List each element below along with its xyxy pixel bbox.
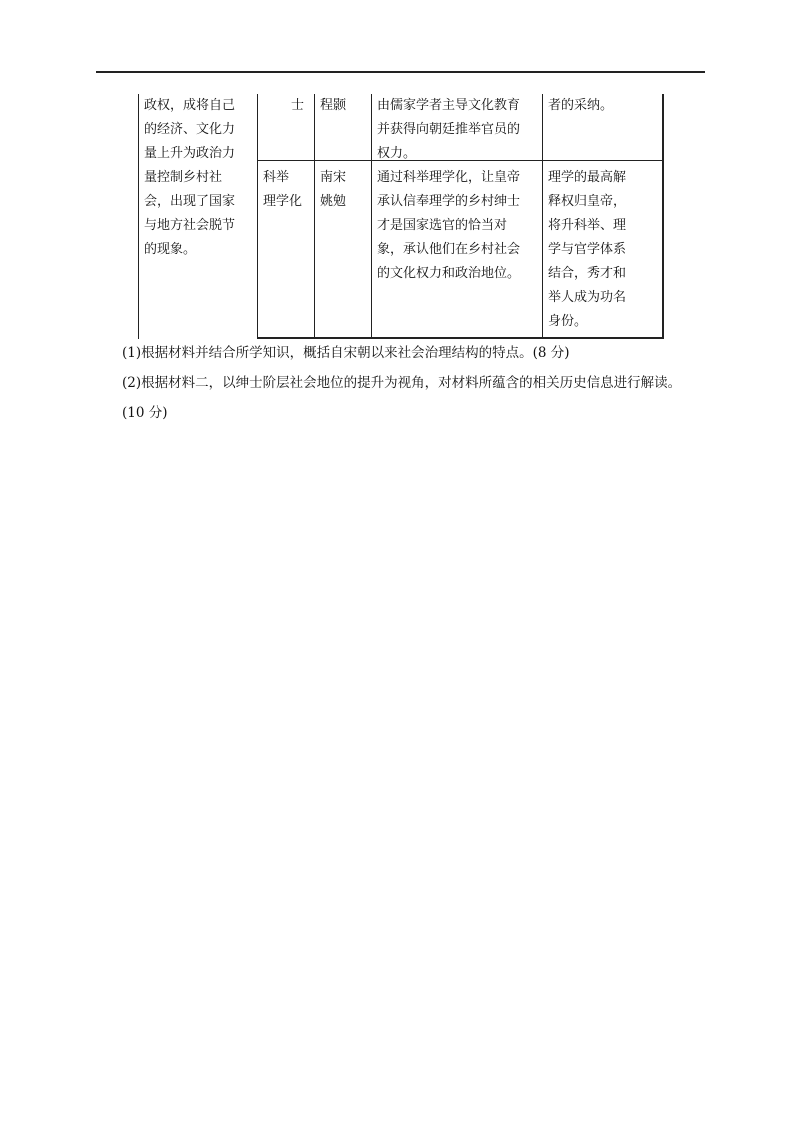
- question-1: (1)根据材料并结合所学知识，概括自宋朝以来社会治理结构的特点。(8 分): [122, 345, 570, 361]
- row1-col2: 士: [290, 98, 304, 113]
- row2-col4: 通过科举理学化，让皇帝 承认信奉理学的乡村绅士 才是国家选官的恰当对 象，承认他们在乡村社会 的文化权力和政治地位。: [377, 170, 521, 281]
- header-rule: [96, 71, 705, 73]
- row1-col3: 程颢: [320, 98, 347, 113]
- table-divider-1: [257, 94, 258, 339]
- question-2-line1: (2)根据材料二，以绅士阶层社会地位的提升为视角，对材料所蕴含的相关历史信息进行解读。: [122, 375, 682, 391]
- question-2-line2: (10 分): [122, 405, 168, 421]
- table-divider-2: [314, 94, 315, 339]
- row1-col4: 由儒家学者主导文化教育 并获得向朝廷推举官员的 权力。: [377, 98, 521, 161]
- left-merged-cell: 政权，成将自己 的经济、文化力 量上升为政治力 量控制乡村社 会，出现了国家 与地方社会脱节 的现象。: [144, 98, 236, 257]
- row2-col2: 科举 理学化: [263, 170, 303, 209]
- row2-col5: 理学的最高解 释权归皇帝， 将升科举、理 学与官学体系 结合，秀才和 举人成为功名 身份。: [548, 170, 627, 329]
- table-border-right: [662, 94, 664, 339]
- material-table: [138, 94, 663, 339]
- row1-col5: 者的采纳。: [548, 98, 614, 113]
- row2-col3: 南宋 姚勉: [320, 170, 347, 209]
- table-border-bottom: [257, 337, 664, 339]
